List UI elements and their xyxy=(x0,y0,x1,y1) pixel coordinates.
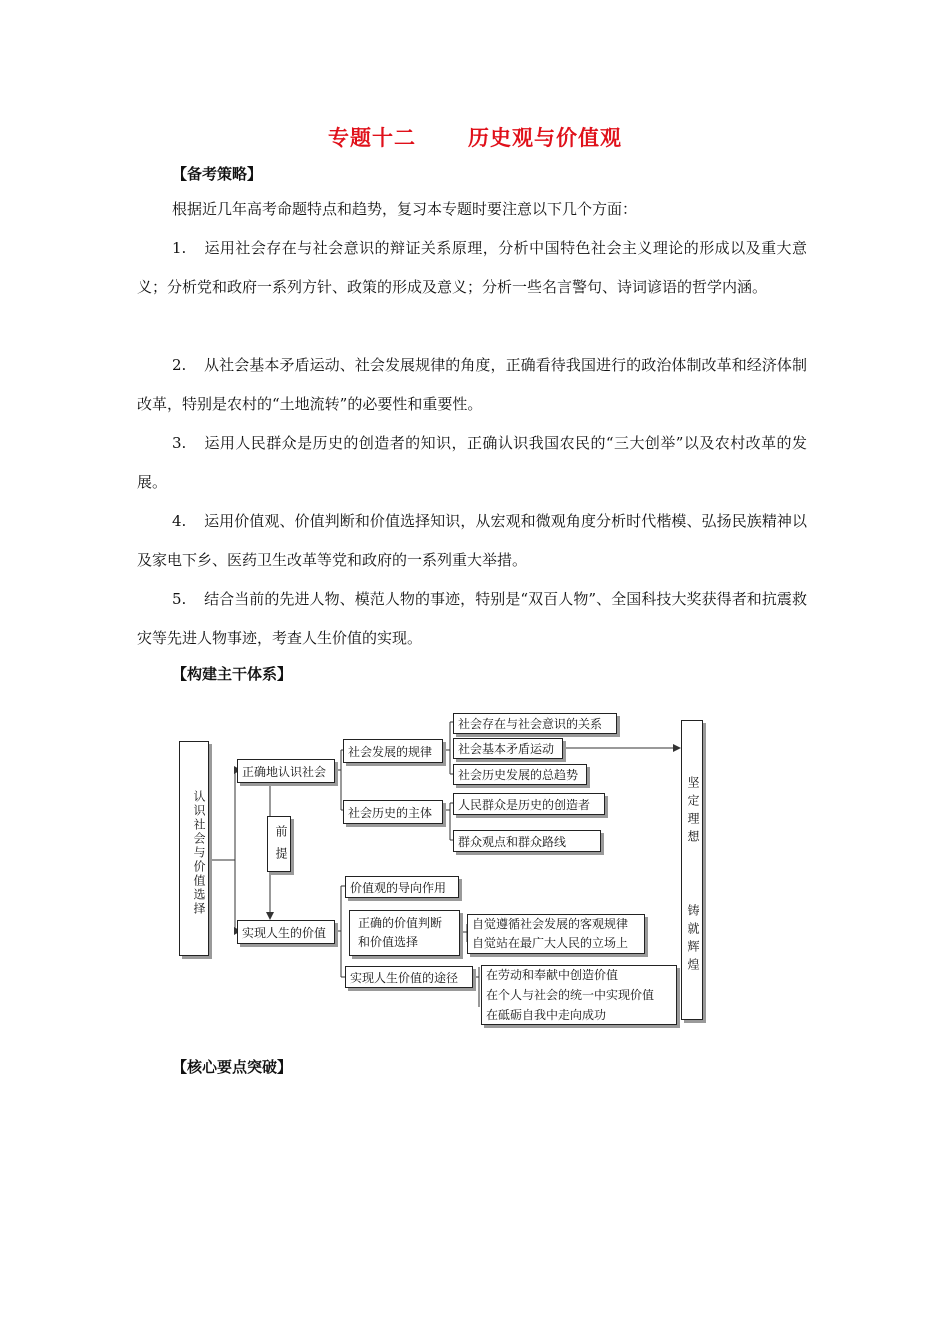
node-life-value: 实现人生的价值 xyxy=(237,920,335,944)
item-5-text: 结合当前的先进人物、模范人物的事迹，特别是“双百人物”、全国科技大奖获得者和抗震救灾等先进人物事迹，考查人生价值的实现。 xyxy=(137,590,807,647)
item-3 xyxy=(137,424,807,502)
right-goal-box xyxy=(681,720,703,1020)
root-label: 认识社会与价值选择 xyxy=(192,790,206,916)
intro-paragraph: 根据近几年高考命题特点和趋势，复习本专题时要注意以下几个方面： xyxy=(172,200,638,218)
heading-framework: 【构建主干体系】 xyxy=(172,665,293,683)
root-box xyxy=(179,741,209,956)
title-part-2: 历史观与价值观 xyxy=(468,126,622,150)
heading-strategy: 【备考策略】 xyxy=(172,165,263,183)
path-items xyxy=(481,965,677,1025)
item-2-text: 从社会基本矛盾运动、社会发展规律的角度，正确看待我国进行的政治体制改革和经济体制改革，特别是农村的“土地流转”的必要性和重要性。 xyxy=(137,356,807,413)
path-item-1: 在劳动和奉献中创造价值 xyxy=(486,968,619,982)
path-item-3: 在砥砺自我中走向成功 xyxy=(486,1008,607,1022)
judge-item-2: 自觉站在最广大人民的立场上 xyxy=(472,936,629,950)
node-path: 实现人生价值的途径 xyxy=(345,966,473,988)
law-item-3: 社会历史发展的总趋势 xyxy=(453,764,587,785)
item-1-num: 1. xyxy=(172,239,187,257)
item-3-num: 3. xyxy=(172,434,187,452)
law-item-2: 社会基本矛盾运动 xyxy=(453,738,563,759)
node-subject: 社会历史的主体 xyxy=(343,800,443,824)
subject-item-2: 群众观点和群众路线 xyxy=(453,830,601,852)
item-4 xyxy=(137,502,807,580)
item-1-text: 运用社会存在与社会意识的辩证关系原理，分析中国特色社会主义理论的形成以及重大意义；分析党和政府一系列方针、政策的形成及意义；分析一些名言警句、诗词谚语的哲学内涵。 xyxy=(137,239,807,296)
node-know-society: 正确地认识社会 xyxy=(237,759,335,783)
judge-line-1: 正确的价值判断 xyxy=(358,916,443,930)
judge-line-2: 和价值选择 xyxy=(358,935,419,949)
node-guide: 价值观的导向作用 xyxy=(345,876,459,898)
right-bottom-label: 铸就辉煌 xyxy=(686,904,700,976)
path-item-2: 在个人与社会的统一中实现价值 xyxy=(486,988,655,1002)
item-2 xyxy=(137,346,807,424)
subject-item-1: 人民群众是历史的创造者 xyxy=(453,793,605,815)
judge-items xyxy=(467,914,645,954)
framework-diagram xyxy=(175,710,715,1030)
node-premise xyxy=(267,816,291,872)
law-item-1: 社会存在与社会意识的关系 xyxy=(453,713,617,734)
node-judge xyxy=(349,910,460,956)
item-2-num: 2. xyxy=(172,356,187,374)
title-part-1: 专题十二 xyxy=(328,126,416,150)
heading-core: 【核心要点突破】 xyxy=(172,1058,293,1076)
item-5 xyxy=(137,580,807,658)
right-top-label: 坚定理想 xyxy=(686,776,700,848)
item-4-num: 4. xyxy=(172,512,187,530)
node-law: 社会发展的规律 xyxy=(343,739,443,763)
item-3-text: 运用人民群众是历史的创造者的知识，正确认识我国农民的“三大创举”以及农村改革的发展。 xyxy=(137,434,807,491)
premise-label: 前提 xyxy=(274,825,288,869)
item-4-text: 运用价值观、价值判断和价值选择知识，从宏观和微观角度分析时代楷模、弘扬民族精神以及家电下乡、医药卫生改革等党和政府的一系列重大举措。 xyxy=(137,512,807,569)
page-title xyxy=(0,122,950,152)
item-1 xyxy=(137,229,807,307)
item-5-num: 5. xyxy=(172,590,187,608)
judge-item-1: 自觉遵循社会发展的客观规律 xyxy=(472,917,629,931)
